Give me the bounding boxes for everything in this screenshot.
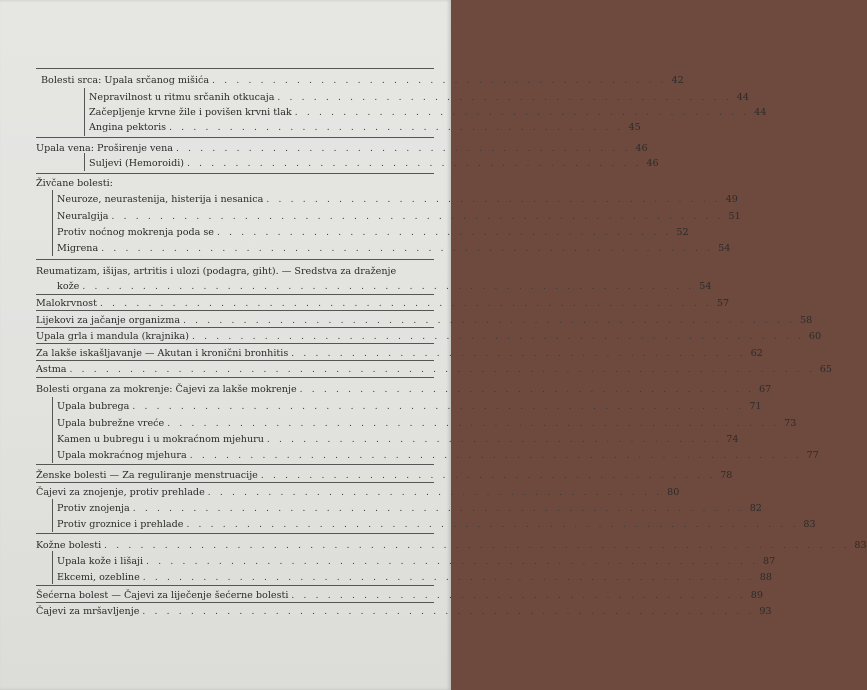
section-divider	[36, 173, 434, 174]
dot-leader: . . . . . . . . . . . . . . . . . . . . . . . . . . . . . . . . . . . . . . . . . . . . . . . . . . . . . . . . . . . . . .	[69, 365, 816, 375]
entry-divider	[36, 294, 434, 295]
entry-divider	[36, 343, 434, 344]
entry-page: 46	[635, 143, 648, 154]
section-divider	[36, 137, 434, 138]
dot-leader: . . . . . . . . . . . . . . . . . . . . . . . . . . . . . . . . . . . . . .	[266, 435, 722, 445]
toc-entry	[36, 487, 680, 498]
section-divider	[36, 482, 434, 483]
dot-leader: . . . . . . . . . . . . . . . . . . . . . . . . . . . . . . . . . . . . . .	[169, 123, 624, 133]
entry-page: 65	[819, 364, 833, 375]
entry-text: Migrena	[57, 243, 99, 254]
toc-entry	[36, 298, 730, 309]
entry-page: 80	[667, 487, 680, 498]
section-divider	[36, 259, 434, 260]
section-divider	[36, 68, 434, 69]
dot-leader: . . . . . . . . . . . . . . . . . . . . . . . . . . . . . . . . . . . . . . . . . . . . . . . . . . .	[132, 402, 745, 412]
dot-leader: . . . . . . . . . . . . . . . . . . . . . . . . . . . . . . . . . . . . . .	[291, 349, 746, 359]
entry-divider	[36, 327, 434, 328]
dot-leader: . . . . . . . . . . . . . . . . . . . . . . . . . . . . . . . . . . . . . .	[266, 195, 721, 205]
entry-page: 78	[720, 470, 733, 481]
group-bracket	[52, 551, 53, 584]
toc-entry	[36, 606, 772, 617]
toc-entry	[36, 590, 763, 601]
entry-text: kože	[57, 281, 80, 292]
entry-text: Za lakše iskašljavanje — Akutan i kronični bronhitis	[36, 348, 289, 359]
toc-entry	[36, 143, 648, 154]
entry-text: Neuralgija	[57, 211, 109, 222]
section-heading: Živčane bolesti:	[36, 178, 113, 189]
dot-leader: . . . . . . . . . . . . . . . . . . . . . . . . . . . . . . . . . . . . . . . . . . . . . . . . . . .	[142, 607, 755, 617]
entry-page: 88	[759, 572, 772, 583]
entry-text: Čajevi za znojenje, protiv prehlade	[36, 487, 205, 498]
dot-leader: . . . . . . . . . . . . . . . . . . . . . . . . . . . . . . . . . . . . . .	[207, 488, 663, 498]
entry-text: Ženske bolesti — Za reguliranje menstruacije	[36, 470, 258, 481]
dot-leader: . . . . . . . . . . . . . . . . . . . . . . . . . . . . . . . . . . . . . . . . . . . . . . . . . . . . . . . . . . . . . .	[104, 541, 850, 551]
entry-text: Protiv noćnog mokrenja poda se	[57, 227, 214, 238]
toc-entry	[36, 348, 763, 359]
entry-page: 51	[728, 211, 741, 222]
entry-text-line1: Reumatizam, išijas, artritis i ulozi (podagra, giht). — Sredstva za draženje	[36, 266, 397, 277]
section-divider	[36, 533, 434, 534]
section-divider	[36, 377, 434, 378]
group-bracket	[52, 397, 53, 463]
group-bracket	[52, 499, 53, 532]
entry-text: Lijekovi za jačanje organizma	[36, 315, 181, 326]
entry-divider	[36, 360, 434, 361]
entry-text: Upala grla i mandula (krajnika)	[36, 331, 189, 342]
section-divider	[36, 464, 434, 465]
toc-entry	[89, 107, 767, 118]
entry-text: Angina pektoris	[89, 122, 167, 133]
toc-entry	[57, 401, 762, 412]
dot-leader: . . . . . . . . . . . . . . . . . . . . . . . . . . . . . . . . . . . . . .	[212, 76, 667, 86]
entry-text: Upala bubrežne vrećе	[57, 418, 165, 429]
toc-entry	[57, 572, 772, 583]
group-bracket	[84, 153, 85, 171]
toc-entry	[36, 470, 733, 481]
toc-entry	[36, 540, 867, 551]
entry-text: Suljevi (Hemoroidi)	[89, 158, 185, 169]
toc-entry	[57, 418, 797, 429]
entry-page: 52	[676, 227, 689, 238]
entry-text: Začepljenje krvne žile i povišen krvni tlak	[89, 107, 292, 118]
entry-page: 67	[759, 384, 772, 395]
dot-leader: . . . . . . . . . . . . . . . . . . . . . . . . . . . . . . . . . . . . . .	[277, 93, 732, 103]
entry-text: Protiv znojenja	[57, 503, 130, 514]
toc-entry	[89, 158, 659, 169]
dot-leader: . . . . . . . . . . . . . . . . . . . . . . . . . . . . . . . . . . . . . .	[299, 385, 755, 395]
toc-entry	[57, 503, 762, 514]
entry-page: 74	[726, 434, 739, 445]
entry-page: 73	[784, 418, 797, 429]
entry-text: Neuroze, neurastenija, histerija i nesanica	[57, 194, 264, 205]
toc-entry	[57, 243, 731, 254]
dot-leader: . . . . . . . . . . . . . . . . . . . . . . . . . . . . . . . . . . . . . .	[187, 159, 642, 169]
dot-leader: . . . . . . . . . . . . . . . . . . . . . . . . . . . . . . . . . . . . . . . . . . . . . . . . . . .	[99, 299, 713, 309]
dot-leader: . . . . . . . . . . . . . . . . . . . . . . . . . . . . . . . . . . . . . . . . . . . . . . . . . . .	[186, 520, 799, 530]
entry-divider	[36, 602, 434, 603]
entry-page: 87	[763, 556, 776, 567]
entry-text: Ekcemi, ozebline	[57, 572, 140, 583]
entry-text: Šećerna bolest — Čajevi za liječenje šećerne bolesti	[36, 590, 289, 601]
toc-entry	[89, 92, 749, 103]
toc-entry	[57, 194, 738, 205]
toc-entry	[57, 227, 689, 238]
entry-page: 83	[854, 540, 867, 551]
dot-leader: . . . . . . . . . . . . . . . . . . . . . . . . . . . . . . . . . . . . . . . . . . . . . . . . . . .	[142, 573, 755, 583]
entry-text: Upala mokraćnog mjehura	[57, 450, 187, 461]
dot-leader: . . . . . . . . . . . . . . . . . . . . . . . . . . . . . . . . . . . . . . . . . . . . . . . . . . .	[146, 557, 759, 567]
dot-leader: . . . . . . . . . . . . . . . . . . . . . . . . . . . . . . . . . . . . . . . . . . . . . . . . . . .	[101, 244, 714, 254]
toc-entry	[89, 122, 641, 133]
dot-leader: . . . . . . . . . . . . . . . . . . . . . . . . . . . . . . . . . . . . . .	[260, 471, 716, 481]
entry-text: Upala kože i lišaji	[57, 556, 144, 567]
toc-entry	[57, 281, 712, 292]
entry-page: 44	[736, 92, 749, 103]
entry-text: Upala bubrega	[57, 401, 130, 412]
entry-page: 77	[806, 450, 819, 461]
entry-text: Astma	[36, 364, 67, 375]
entry-page: 93	[759, 606, 772, 617]
dot-leader: . . . . . . . . . . . . . . . . . . . . . . . . . . . . . . . . . . . . . .	[291, 591, 746, 601]
dot-leader: . . . . . . . . . . . . . . . . . . . . . . . . . . . . . . . . . . . . . . . . . . . . . . . . . . .	[132, 504, 745, 514]
toc-entry	[36, 384, 772, 395]
dot-leader: . . . . . . . . . . . . . . . . . . . . . . . . . . . . . . . . . . . . . . . . . . . . . . . . . . .	[167, 419, 780, 429]
entry-page: 60	[808, 331, 822, 342]
toc-entry	[36, 331, 822, 342]
entry-page: 89	[750, 590, 763, 601]
group-bracket	[84, 88, 85, 136]
entry-text: Nepravilnost u ritmu srčanih otkucaja	[89, 92, 275, 103]
entry-page: 83	[803, 519, 816, 530]
toc-entry	[57, 211, 741, 222]
entry-text: Kamen u bubregu i u mokraćnom mjehuru	[57, 434, 264, 445]
entry-page: 46	[646, 158, 659, 169]
toc-entry	[57, 434, 739, 445]
toc-entry	[57, 450, 819, 461]
section-divider	[36, 585, 434, 586]
dot-leader: . . . . . . . . . . . . . . . . . . . . . . . . . . . . . . . . . . . . . .	[176, 144, 631, 154]
toc-entry	[57, 556, 776, 567]
entry-page: 54	[718, 243, 731, 254]
dot-leader: . . . . . . . . . . . . . . . . . . . . . . . . . . . . . . . . . . . . . . . . . . . . . . . . . . .	[189, 451, 802, 461]
entry-text: Kožne bolesti	[36, 540, 102, 551]
toc-entry	[36, 315, 813, 326]
entry-page: 42	[671, 75, 684, 86]
group-bracket	[52, 190, 53, 256]
dot-leader: . . . . . . . . . . . . . . . . . . . . . . . . . . . . . . . . . . . . . . . . . . . . . . . . . . .	[183, 316, 796, 326]
entry-text: Bolesti organa za mokrenje: Čajevi za lakše mokrenje	[36, 384, 297, 395]
dot-leader: . . . . . . . . . . . . . . . . . . . . . . . . . . . . . . . . . . . . . .	[294, 108, 750, 118]
entry-text: Bolesti srca: Upala srčanog mišića	[41, 75, 210, 86]
entry-text: Čajevi za mršavljenje	[36, 606, 140, 617]
entry-page: 44	[754, 107, 767, 118]
entry-page: 58	[800, 315, 813, 326]
dot-leader: . . . . . . . . . . . . . . . . . . . . . . . . . . . . . . . . . . . . . . . . . . . . . . . . . . .	[111, 212, 724, 222]
entry-text: Upala vena: Proširenje vena	[36, 143, 174, 154]
dot-leader: . . . . . . . . . . . . . . . . . . . . . . . . . . . . . . . . . . . . . . . . . . . . . . . . . . .	[191, 332, 805, 342]
entry-divider	[36, 310, 434, 311]
toc-entry	[36, 364, 833, 375]
toc-entry	[41, 75, 684, 86]
entry-page: 54	[699, 281, 712, 292]
entry-text: Malokrvnost	[36, 298, 97, 309]
entry-page: 57	[716, 298, 730, 309]
entry-page: 49	[725, 194, 738, 205]
dot-leader: . . . . . . . . . . . . . . . . . . . . . . . . . . . . . . . . . . . . . .	[217, 228, 672, 238]
entry-page: 45	[628, 122, 641, 133]
entry-text: Protiv groznice i prehlade	[57, 519, 184, 530]
entry-page: 82	[749, 503, 762, 514]
toc-entry	[57, 519, 816, 530]
entry-page: 71	[749, 401, 762, 412]
entry-page: 62	[750, 348, 763, 359]
dot-leader: . . . . . . . . . . . . . . . . . . . . . . . . . . . . . . . . . . . . . . . . . . . . . . . . . . .	[82, 282, 695, 292]
